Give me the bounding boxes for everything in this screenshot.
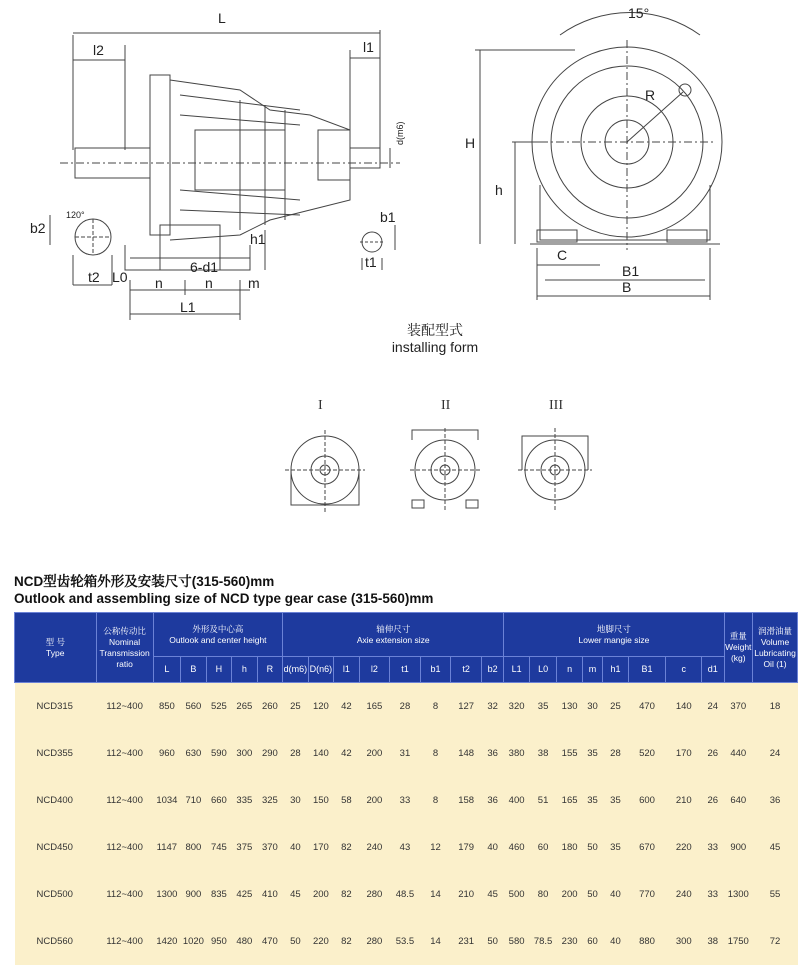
table-cell: 500: [504, 871, 529, 918]
table-cell: 53.5: [390, 918, 421, 965]
table-cell: 580: [504, 918, 529, 965]
table-cell: 200: [359, 777, 390, 824]
subheader-cell: R: [257, 657, 283, 683]
table-cell: 112~400: [96, 730, 153, 777]
header-foot: 地脚尺寸 Lower mangie size: [504, 613, 724, 657]
table-cell: 82: [334, 824, 359, 871]
table-cell: 950: [206, 918, 231, 965]
table-cell: 50: [582, 871, 602, 918]
table-cell: 40: [283, 824, 308, 871]
table-cell: 170: [308, 824, 333, 871]
table-cell: 880: [628, 918, 666, 965]
subheader-cell: B: [181, 657, 206, 683]
table-cell: 127: [451, 683, 482, 731]
table-cell: 33: [702, 824, 724, 871]
table-cell: 210: [666, 777, 702, 824]
label-b1: b1: [380, 209, 396, 225]
table-cell: 112~400: [96, 683, 153, 731]
table-cell: 32: [481, 683, 503, 731]
subheader-cell: H: [206, 657, 231, 683]
caption-cn: 装配型式: [407, 322, 463, 338]
table-cell: 50: [481, 918, 503, 965]
table-row: [15, 683, 798, 731]
table-cell: 375: [232, 824, 257, 871]
table-cell: 1147: [153, 824, 181, 871]
table-cell: 710: [181, 777, 206, 824]
cell-type: NCD500: [15, 871, 97, 918]
table-cell: 425: [232, 871, 257, 918]
table-cell: 25: [283, 683, 308, 731]
table-cell: 1020: [181, 918, 206, 965]
label-d-m6: d(m6): [395, 121, 405, 145]
table-cell: 25: [603, 683, 628, 731]
table-cell: 260: [257, 683, 283, 731]
table-cell: 835: [206, 871, 231, 918]
table-cell: 240: [666, 871, 702, 918]
table-cell: 280: [359, 871, 390, 918]
label-b2: b2: [30, 220, 46, 236]
subheader-cell: b2: [481, 657, 503, 683]
cell-type: NCD400: [15, 777, 97, 824]
caption-installing-form: [370, 322, 500, 356]
table-cell: 960: [153, 730, 181, 777]
table-cell: 40: [603, 918, 628, 965]
table-cell: 112~400: [96, 871, 153, 918]
table-cell: 231: [451, 918, 482, 965]
table-cell: 150: [308, 777, 333, 824]
table-cell: 180: [557, 824, 582, 871]
table-cell: 290: [257, 730, 283, 777]
table-cell: 1300: [153, 871, 181, 918]
table-cell: 38: [529, 730, 557, 777]
subheader-cell: h1: [603, 657, 628, 683]
table-cell: 112~400: [96, 824, 153, 871]
table-cell: 51: [529, 777, 557, 824]
spec-table: [14, 612, 798, 965]
table-cell: 130: [557, 683, 582, 731]
table-cell: 560: [181, 683, 206, 731]
table-cell: 31: [390, 730, 421, 777]
table-row: [15, 871, 798, 918]
table-cell: 410: [257, 871, 283, 918]
label-l2: l2: [93, 42, 104, 58]
table-cell: 158: [451, 777, 482, 824]
header-axle: 轴伸尺寸 Axie extension size: [283, 613, 504, 657]
table-cell: 600: [628, 777, 666, 824]
table-cell: 28: [283, 730, 308, 777]
subheader-cell: d1: [702, 657, 724, 683]
table-cell: 26: [702, 730, 724, 777]
input-shaft: [350, 148, 380, 168]
table-cell: 80: [529, 871, 557, 918]
table-cell: 35: [582, 730, 602, 777]
form-label-II: II: [441, 398, 451, 413]
table-cell: 1420: [153, 918, 181, 965]
table-titles: [14, 570, 433, 606]
install-form-II: [410, 428, 480, 512]
table-cell: 800: [181, 824, 206, 871]
table-row: [15, 918, 798, 965]
subheader-cell: D(n6): [308, 657, 333, 683]
table-cell: 8: [420, 777, 451, 824]
table-cell: 300: [666, 918, 702, 965]
subheader-cell: m: [582, 657, 602, 683]
table-cell: 460: [504, 824, 529, 871]
table-cell: 72: [753, 918, 798, 965]
table-cell: 50: [283, 918, 308, 965]
install-form-I: [285, 430, 365, 512]
table-cell: 850: [153, 683, 181, 731]
table-cell: 112~400: [96, 918, 153, 965]
table-cell: 112~400: [96, 777, 153, 824]
table-cell: 26: [702, 777, 724, 824]
table-cell: 470: [628, 683, 666, 731]
table-row: [15, 730, 798, 777]
table-cell: 40: [481, 824, 503, 871]
table-cell: 36: [753, 777, 798, 824]
table-cell: 36: [481, 730, 503, 777]
subheader-cell: L: [153, 657, 181, 683]
table-cell: 170: [666, 730, 702, 777]
table-cell: 1300: [724, 871, 753, 918]
table-cell: 120: [308, 683, 333, 731]
table-row: [15, 824, 798, 871]
table-cell: 35: [582, 777, 602, 824]
subheader-cell: L0: [529, 657, 557, 683]
table-cell: 38: [702, 918, 724, 965]
label-l1: l1: [363, 39, 374, 55]
table-cell: 148: [451, 730, 482, 777]
table-cell: 670: [628, 824, 666, 871]
subheader-cell: t1: [390, 657, 421, 683]
subheader-cell: h: [232, 657, 257, 683]
table-cell: 590: [206, 730, 231, 777]
table-cell: 300: [232, 730, 257, 777]
cell-type: NCD355: [15, 730, 97, 777]
form-label-I: I: [318, 398, 323, 413]
subheader-cell: c: [666, 657, 702, 683]
table-cell: 230: [557, 918, 582, 965]
subheader-cell: B1: [628, 657, 666, 683]
table-cell: 520: [628, 730, 666, 777]
table-cell: 35: [603, 824, 628, 871]
table-cell: 900: [181, 871, 206, 918]
table-cell: 18: [753, 683, 798, 731]
label-C: C: [557, 247, 568, 263]
label-6-d1: 6-d1: [190, 259, 219, 275]
label-h: h: [495, 182, 503, 198]
table-cell: 30: [582, 683, 602, 731]
label-t1: t1: [365, 254, 377, 270]
table-cell: 630: [181, 730, 206, 777]
table-cell: 82: [334, 918, 359, 965]
table-cell: 60: [529, 824, 557, 871]
label-B1: B1: [622, 263, 640, 279]
table-cell: 8: [420, 683, 451, 731]
cell-type: NCD560: [15, 918, 97, 965]
label-L1: L1: [180, 299, 196, 315]
subheader-cell: l1: [334, 657, 359, 683]
table-cell: 220: [666, 824, 702, 871]
table-cell: 45: [481, 871, 503, 918]
label-t2: t2: [88, 269, 100, 285]
table-cell: 8: [420, 730, 451, 777]
table-cell: 35: [529, 683, 557, 731]
table-cell: 470: [257, 918, 283, 965]
table-cell: 28: [390, 683, 421, 731]
table-cell: 200: [557, 871, 582, 918]
label-L: L: [218, 10, 226, 26]
table-cell: 770: [628, 871, 666, 918]
header-type: 型 号 Type: [15, 613, 97, 683]
subheader-cell: L1: [504, 657, 529, 683]
table-cell: 1034: [153, 777, 181, 824]
table-cell: 43: [390, 824, 421, 871]
table-cell: 12: [420, 824, 451, 871]
label-angle-120: 120°: [66, 210, 85, 220]
table-cell: 660: [206, 777, 231, 824]
table-cell: 745: [206, 824, 231, 871]
table-cell: 265: [232, 683, 257, 731]
table-cell: 640: [724, 777, 753, 824]
table-cell: 14: [420, 871, 451, 918]
table-cell: 50: [582, 824, 602, 871]
table-cell: 55: [753, 871, 798, 918]
table-cell: 200: [359, 730, 390, 777]
table-cell: 33: [702, 871, 724, 918]
table-cell: 1750: [724, 918, 753, 965]
table-cell: 220: [308, 918, 333, 965]
table-cell: 14: [420, 918, 451, 965]
label-n-1: n: [155, 275, 163, 291]
table-cell: 33: [390, 777, 421, 824]
install-form-III: [518, 428, 592, 512]
label-L0: L0: [112, 269, 128, 285]
table-cell: 370: [724, 683, 753, 731]
table-cell: 179: [451, 824, 482, 871]
label-B: B: [622, 279, 632, 295]
subheader-cell: n: [557, 657, 582, 683]
header-weight: 重量 Weight (kg): [724, 613, 753, 683]
header-ratio: 公称传动比 Nominal Transmission ratio: [96, 613, 153, 683]
table-cell: 440: [724, 730, 753, 777]
table-cell: 280: [359, 918, 390, 965]
header-oil: 润滑油量 Volume Lubricating Oil (1): [753, 613, 798, 683]
table-cell: 140: [666, 683, 702, 731]
table-cell: 48.5: [390, 871, 421, 918]
title-cn: NCD型齿轮箱外形及安装尺寸(315-560)mm: [14, 574, 275, 589]
table-cell: 82: [334, 871, 359, 918]
cell-type: NCD315: [15, 683, 97, 731]
table-cell: 240: [359, 824, 390, 871]
table-cell: 42: [334, 730, 359, 777]
table-row: [15, 777, 798, 824]
title-en: Outlook and assembling size of NCD type gear case (315-560)mm: [14, 591, 434, 606]
label-n-2: n: [205, 275, 213, 291]
table-cell: 165: [557, 777, 582, 824]
label-R: R: [645, 87, 656, 103]
table-cell: 28: [603, 730, 628, 777]
table-cell: 155: [557, 730, 582, 777]
table-cell: 400: [504, 777, 529, 824]
table-cell: 24: [702, 683, 724, 731]
table-cell: 58: [334, 777, 359, 824]
cell-type: NCD450: [15, 824, 97, 871]
table-cell: 325: [257, 777, 283, 824]
table-cell: 525: [206, 683, 231, 731]
table-cell: 900: [724, 824, 753, 871]
header-outlook: 外形及中心高 Outlook and center height: [153, 613, 283, 657]
table-cell: 30: [283, 777, 308, 824]
subheader-cell: d(m6): [283, 657, 308, 683]
table-cell: 40: [603, 871, 628, 918]
table-cell: 35: [603, 777, 628, 824]
table-cell: 45: [283, 871, 308, 918]
table-cell: 370: [257, 824, 283, 871]
label-H: H: [465, 135, 476, 151]
table-cell: 60: [582, 918, 602, 965]
label-m: m: [248, 275, 260, 291]
table-cell: 24: [753, 730, 798, 777]
table-cell: 210: [451, 871, 482, 918]
table-cell: 380: [504, 730, 529, 777]
gear-case-outline: [170, 80, 350, 240]
table-cell: 165: [359, 683, 390, 731]
form-label-III: III: [549, 398, 563, 413]
table-cell: 480: [232, 918, 257, 965]
table-cell: 320: [504, 683, 529, 731]
table-cell: 36: [481, 777, 503, 824]
table-cell: 140: [308, 730, 333, 777]
table-cell: 200: [308, 871, 333, 918]
subheader-cell: b1: [420, 657, 451, 683]
subheader-cell: l2: [359, 657, 390, 683]
table-cell: 45: [753, 824, 798, 871]
table-cell: 78.5: [529, 918, 557, 965]
label-h1: h1: [250, 231, 266, 247]
table-cell: 42: [334, 683, 359, 731]
subheader-cell: t2: [451, 657, 482, 683]
flange-outline: [150, 75, 170, 235]
label-15deg: 15°: [628, 5, 650, 21]
table-cell: 335: [232, 777, 257, 824]
caption-en: installing form: [391, 339, 479, 355]
